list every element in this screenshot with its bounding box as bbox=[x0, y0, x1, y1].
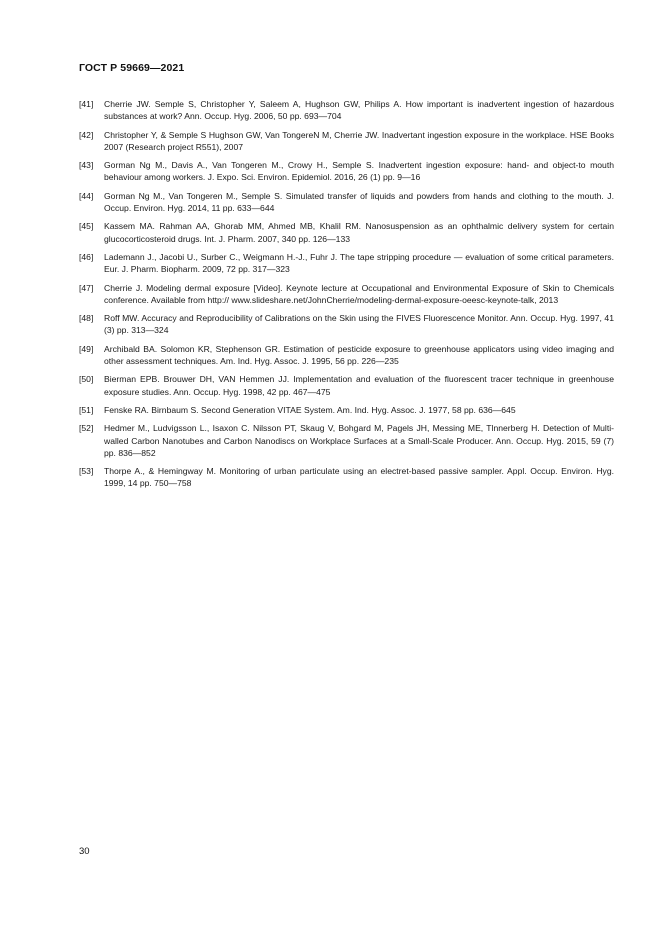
reference-text: Cherrie J. Modeling dermal exposure [Video]. Keynote lecture at Occupational and Environmental Exposure of Skin to Chemicals conference. Available from http:// www.slideshare.net/JohnCherrie/modeling-dermal-exposure-oeesc-keynote-talk, 2013 bbox=[104, 282, 614, 305]
reference-text: Cherrie JW. Semple S, Christopher Y, Saleem A, Hughson GW, Philips A. How important is inadvertent ingestion of hazardous substances at work? Ann. Occup. Hyg. 2006, 50 pp. 693—704 bbox=[104, 99, 614, 122]
reference-text: Lademann J., Jacobi U., Surber C., Weigmann H.-J., Fuhr J. The tape stripping procedure — evaluation of some critical parameters. Eur. J. Pharm. Biopharm. 2009, 72 pp. 317—323 bbox=[104, 251, 614, 275]
reference-number: [47] bbox=[79, 282, 94, 293]
reference-number: [53] bbox=[79, 466, 94, 477]
reference-number: [43] bbox=[79, 160, 94, 171]
reference-text: Gorman Ng M., Van Tongeren M., Semple S. Simulated transfer of liquids and powders from hands and clothing to the mouth. J. Occup. Environ. Hyg. 2014, 11 pp. 633—644 bbox=[104, 190, 614, 213]
reference-item bbox=[79, 251, 614, 275]
reference-item bbox=[79, 343, 614, 367]
reference-text: Bierman EPB. Brouwer DH, VAN Hemmen JJ. Implementation and evaluation of the fluorescent tracer technique in greenhouse exposure studies. Ann. Occup. Hyg. 1998, 42 pp. 467—475 bbox=[104, 374, 614, 397]
reference-number: [46] bbox=[79, 251, 94, 262]
reference-text: Archibald BA. Solomon KR, Stephenson GR. Estimation of pesticide exposure to greenhouse applicators using video imaging and other assessment techniques. Am. Ind. Hyg. Assoc. J. 1995, 56 pp. 226—235 bbox=[104, 343, 614, 366]
reference-text: Kassem MA. Rahman AA, Ghorab MM, Ahmed MB, Khalil RM. Nanosuspension as an ophthalmic delivery system for certain glucocorticosteroid drugs. Int. J. Pharm. 2007, 340 pp. 126—133 bbox=[104, 221, 614, 244]
page-number: 30 bbox=[79, 846, 90, 857]
reference-item bbox=[79, 373, 614, 397]
reference-text: Gorman Ng M., Davis A., Van Tongeren M., Crowy H., Semple S. Inadvertent ingestion exposure: hand- and object-to mouth behaviour among workers. J. Expo. Sci. Environ. Epidemiol. 2016, 26 (1) pp. 9—16 bbox=[104, 160, 614, 183]
reference-item bbox=[79, 404, 614, 416]
reference-item bbox=[79, 190, 614, 214]
reference-item bbox=[79, 282, 614, 306]
reference-number: [48] bbox=[79, 313, 94, 324]
reference-text: Christopher Y, & Semple S Hughson GW, Van TongereN M, Cherrie JW. Inadvertant ingestion exposure in the workplace. HSE Books 2007 (Research project R551), 2007 bbox=[104, 129, 614, 152]
bibliography-list bbox=[79, 98, 614, 496]
reference-item bbox=[79, 312, 614, 336]
reference-item bbox=[79, 220, 614, 244]
reference-number: [51] bbox=[79, 404, 94, 415]
reference-number: [49] bbox=[79, 343, 94, 354]
reference-text: Fenske RA. Birnbaum S. Second Generation VITAE System. Am. Ind. Hyg. Assoc. J. 1977, 58 pp. 636—645 bbox=[104, 404, 516, 415]
reference-number: [50] bbox=[79, 374, 94, 385]
reference-number: [52] bbox=[79, 423, 94, 434]
reference-number: [41] bbox=[79, 99, 94, 109]
reference-item bbox=[79, 422, 614, 459]
reference-number: [44] bbox=[79, 190, 94, 201]
reference-item bbox=[79, 98, 614, 122]
reference-text: Thorpe A., & Hemingway M. Monitoring of urban particulate using an electret-based passive sampler. Appl. Occup. Environ. Hyg. 1999, 14 pp. 750—758 bbox=[104, 466, 614, 489]
reference-item bbox=[79, 129, 614, 153]
reference-item bbox=[79, 159, 614, 183]
reference-text: Roff MW. Accuracy and Reproducibility of Calibrations on the Skin using the FIVES Fluorescence Monitor. Ann. Occup. Hyg. 1997, 41 (3) pp. 313—324 bbox=[104, 313, 614, 336]
reference-text: Hedmer M., Ludvigsson L., Isaxon C. Nilsson PT, Skaug V, Bohgard M, Pagels JH, Messing ME, Tlnnerberg H. Detection of Multi-walled Carbon Nanotubes and Carbon Nanodiscs on Workplace Surfaces at a Small-Scale Producer. Ann. Occup. Hyg. 2015, 59 (7) pp. 836—852 bbox=[104, 423, 614, 458]
reference-item bbox=[79, 465, 614, 489]
reference-number: [42] bbox=[79, 129, 94, 140]
reference-number: [45] bbox=[79, 221, 94, 232]
document-standard-code: ГОСТ Р 59669—2021 bbox=[79, 62, 185, 74]
